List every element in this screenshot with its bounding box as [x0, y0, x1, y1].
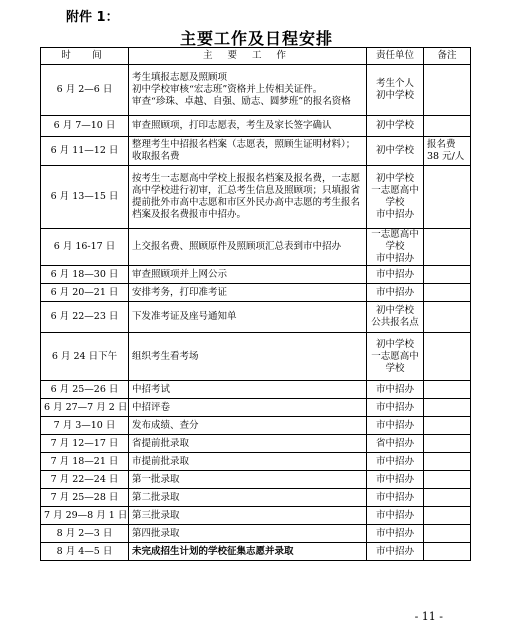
unit-cell: 市中招办	[367, 507, 424, 525]
note-cell	[424, 525, 471, 543]
header-unit: 责任单位	[367, 48, 424, 65]
note-cell	[424, 65, 471, 116]
table-row	[41, 489, 471, 507]
time-cell: 6 月 11—12 日	[41, 137, 129, 166]
unit-cell: 市中招办	[367, 543, 424, 561]
task-cell: 安排考务，打印准考证	[129, 284, 367, 302]
task-cell: 组织考生看考场	[129, 333, 367, 381]
table-row	[41, 525, 471, 543]
note-cell	[424, 381, 471, 399]
task-cell: 下发准考证及座号通知单	[129, 302, 367, 333]
note-cell	[424, 471, 471, 489]
time-cell: 7 月 29—8 月 1 日	[41, 507, 129, 525]
time-cell: 6 月 20—21 日	[41, 284, 129, 302]
table-header-row	[41, 48, 471, 65]
time-cell: 7 月 25—28 日	[41, 489, 129, 507]
time-cell: 6 月 2—6 日	[41, 65, 129, 116]
task-cell: 第四批录取	[129, 525, 367, 543]
task-cell: 中招考试	[129, 381, 367, 399]
task-cell: 第一批录取	[129, 471, 367, 489]
page-number: - 11 -	[414, 610, 443, 623]
task-cell: 上交报名费、照顾原件及照顾项汇总表到市中招办	[129, 229, 367, 266]
note-cell	[424, 453, 471, 471]
note-cell	[424, 543, 471, 561]
time-cell: 6 月 25—26 日	[41, 381, 129, 399]
table-row	[41, 417, 471, 435]
note-cell	[424, 417, 471, 435]
unit-cell: 初中学校 公共报名点	[367, 302, 424, 333]
table-row	[41, 471, 471, 489]
table-row	[41, 507, 471, 525]
table-row	[41, 137, 471, 166]
task-cell: 市提前批录取	[129, 453, 367, 471]
time-cell: 6 月 18—30 日	[41, 266, 129, 284]
unit-cell: 考生个人 初中学校	[367, 65, 424, 116]
unit-cell: 市中招办	[367, 525, 424, 543]
unit-cell: 市中招办	[367, 471, 424, 489]
task-cell: 第三批录取	[129, 507, 367, 525]
table-row	[41, 266, 471, 284]
header-time: 时 间	[41, 48, 129, 65]
task-cell: 审查照顾项并上网公示	[129, 266, 367, 284]
time-cell: 6 月 24 日下午	[41, 333, 129, 381]
time-cell: 7 月 18—21 日	[41, 453, 129, 471]
table-row	[41, 453, 471, 471]
table-row	[41, 116, 471, 137]
time-cell: 7 月 12—17 日	[41, 435, 129, 453]
task-cell: 考生填报志愿及照顾项 初中学校审核“宏志班”资格并上传相关证件。 审查“珍珠、卓越、自强、励志、圆梦班”的报名资格	[129, 65, 367, 116]
unit-cell: 市中招办	[367, 399, 424, 417]
table-row	[41, 381, 471, 399]
unit-cell: 省中招办	[367, 435, 424, 453]
unit-cell: 市中招办	[367, 489, 424, 507]
unit-cell: 初中学校	[367, 137, 424, 166]
task-cell: 按考生一志愿高中学校上报报名档案及报名费，一志愿高中学校进行初审，汇总考生信息及照顾项；只填报省提前批外市高中志愿和市区外民办高中志愿的考生报名档案及报名费报市中招办。	[129, 166, 367, 229]
time-cell: 6 月 27—7 月 2 日	[41, 399, 129, 417]
schedule-table	[40, 47, 471, 561]
table-row	[41, 543, 471, 561]
table-row	[41, 399, 471, 417]
note-cell	[424, 166, 471, 229]
unit-cell: 市中招办	[367, 284, 424, 302]
header-task: 主 要 工 作	[129, 48, 367, 65]
unit-cell: 初中学校	[367, 116, 424, 137]
time-cell: 6 月 22—23 日	[41, 302, 129, 333]
time-cell: 8 月 2—3 日	[41, 525, 129, 543]
time-cell: 7 月 22—24 日	[41, 471, 129, 489]
time-cell: 6 月 16-17 日	[41, 229, 129, 266]
table-row	[41, 229, 471, 266]
time-cell: 6 月 7—10 日	[41, 116, 129, 137]
header-note: 备注	[424, 48, 471, 65]
note-cell	[424, 266, 471, 284]
unit-cell: 市中招办	[367, 453, 424, 471]
note-cell	[424, 284, 471, 302]
table-row	[41, 166, 471, 229]
attachment-label: 附件 1：	[66, 10, 119, 25]
note-cell: 报名费 38 元/人	[424, 137, 471, 166]
task-cell: 中招评卷	[129, 399, 367, 417]
task-cell: 第二批录取	[129, 489, 367, 507]
note-cell	[424, 399, 471, 417]
table-row	[41, 333, 471, 381]
unit-cell: 市中招办	[367, 266, 424, 284]
unit-cell: 市中招办	[367, 417, 424, 435]
task-cell: 整理考生中招报名档案（志愿表，照顾生证明材料）；收取报名费	[129, 137, 367, 166]
table-row	[41, 284, 471, 302]
unit-cell: 初中学校 一志愿高中学校 市中招办	[367, 166, 424, 229]
page-title: 主要工作及日程安排	[179, 29, 333, 48]
task-cell: 省提前批录取	[129, 435, 367, 453]
note-cell	[424, 489, 471, 507]
time-cell: 6 月 13—15 日	[41, 166, 129, 229]
note-cell	[424, 116, 471, 137]
table-row	[41, 65, 471, 116]
table-row	[41, 435, 471, 453]
note-cell	[424, 229, 471, 266]
task-cell: 未完成招生计划的学校征集志愿并录取	[129, 543, 367, 561]
time-cell: 8 月 4—5 日	[41, 543, 129, 561]
note-cell	[424, 333, 471, 381]
note-cell	[424, 435, 471, 453]
task-cell: 审查照顾项，打印志愿表，考生及家长签字确认	[129, 116, 367, 137]
unit-cell: 初中学校 一志愿高中学校	[367, 333, 424, 381]
unit-cell: 一志愿高中学校 市中招办	[367, 229, 424, 266]
unit-cell: 市中招办	[367, 381, 424, 399]
note-cell	[424, 507, 471, 525]
time-cell: 7 月 3—10 日	[41, 417, 129, 435]
table-row	[41, 302, 471, 333]
note-cell	[424, 302, 471, 333]
task-cell: 发布成绩、查分	[129, 417, 367, 435]
